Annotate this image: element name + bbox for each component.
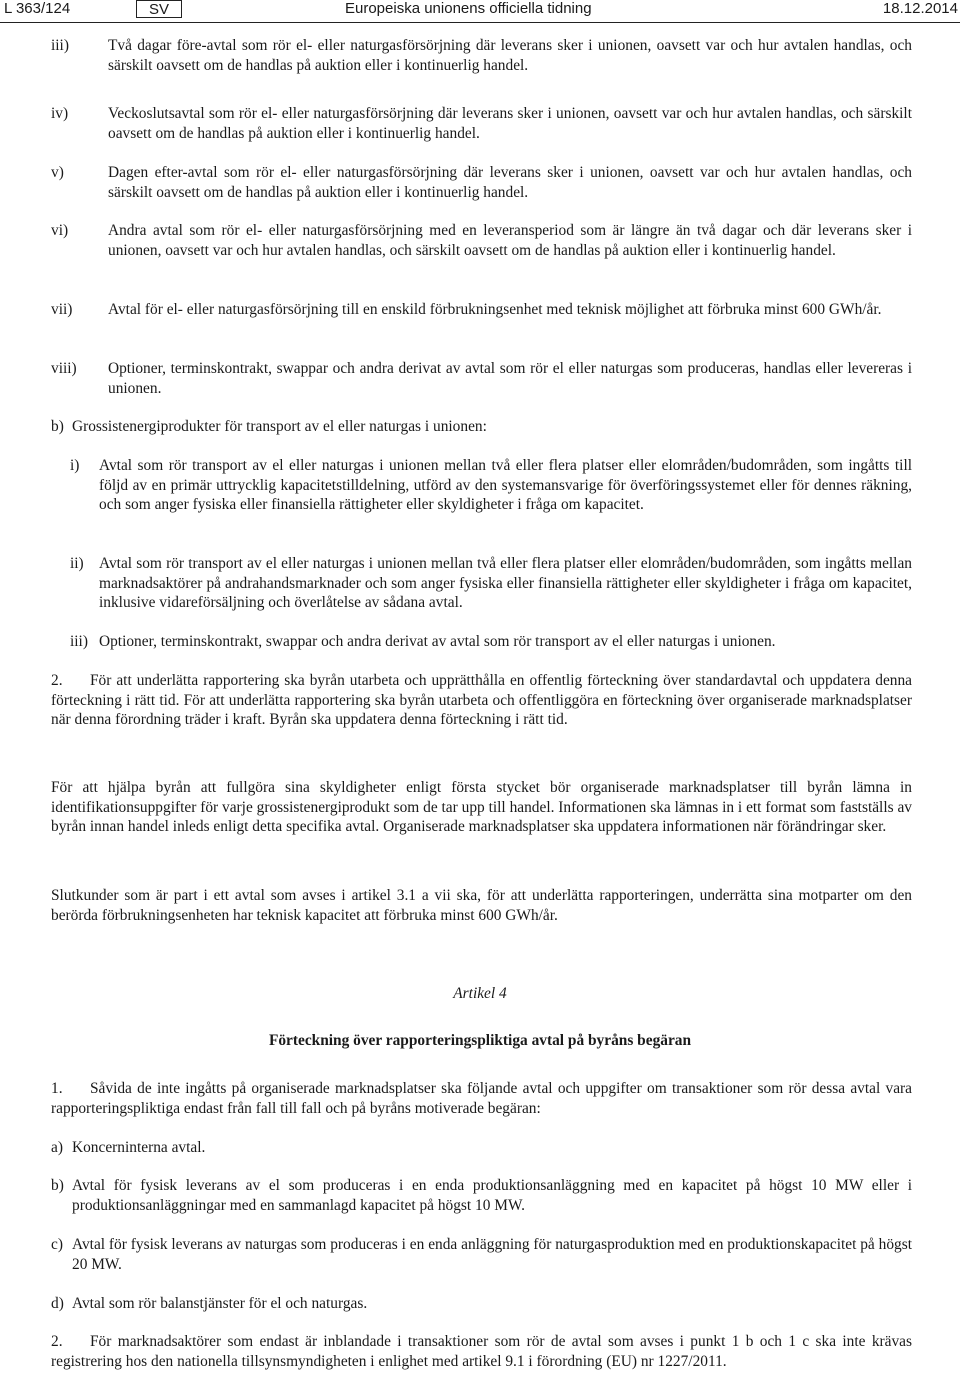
item-number: vi) — [51, 222, 69, 239]
item-text: Avtal som rör transport av el eller naturgas i unionen mellan två eller flera platser eller elområden/budområden, som ingåtts till följd av en primär uttrycklig kapacitetstilldelning, utförd av den systemansvarige för överföringssystemet eller för dennes räkning, och som anger fysiska eller finansiella rättigheter eller skyldigheter i fråga om kapacitet. — [99, 457, 912, 513]
paragraph-text: För att underlätta rapportering ska byrån utarbeta och upprätthålla en offentlig förteckning över standardavtal och uppdatera denna förteckning i rätt tid. För att underlätta rapportering ska byrån utarbeta och offentliggöra en förteckning över organiserade marknadsplatser när denna förordning träder i kraft. Byrån ska uppdatera denna förteckning i rätt tid. — [51, 672, 912, 728]
journal-title: Europeiska unionens officiella tidning — [345, 0, 592, 17]
paragraph — [51, 886, 912, 925]
item-text: Veckoslutsavtal som rör el- eller naturgasförsörjning där leverans sker i unionen, oavsett var och hur avtalen handlas, och särskilt oavsett om de handlas på auktion eller i kontinuerlig handel. — [108, 105, 912, 142]
paragraph-text: För marknadsaktörer som endast är inblandade i transaktioner som rör de avtal som avses i punkt 1 b och 1 c ska inte krävas registrering hos den nationella tillsynsmyndigheten i enlighet med artikel 9.1 i förordning (EU) nr 1227/2011. — [51, 1333, 912, 1370]
list-item — [51, 104, 912, 143]
item-number: vii) — [51, 301, 73, 318]
publication-date: 18.12.2014 — [882, 0, 958, 17]
list-item — [51, 359, 912, 398]
item-text: Dagen efter-avtal som rör el- eller naturgasförsörjning där leverans sker i unionen, oavsett var och hur avtalen handlas, och särskilt oavsett om de handlas på auktion eller i kontinuerlig handel. — [108, 164, 912, 201]
item-text: Andra avtal som rör el- eller naturgasförsörjning med en leveransperiod som är längre än två dagar och där leverans sker i unionen, oavsett var och hur avtalen handlas, och särskilt oavsett om de handlas på auktion eller i kontinuerlig handel. — [108, 222, 912, 259]
paragraph-text: För att hjälpa byrån att fullgöra sina skyldigheter enligt första stycket bör organiserade marknadsplatser till byrån lämna in identifikationsuppgifter för varje grossistenergiprodukt som de tar upp till handel. Informationen ska lämnas in i ett format som fastställs av byrån innan handel inleds enligt detta specifika avtal. Organiserade marknadsplatser ska uppdatera informationen när förändringar sker. — [51, 779, 912, 835]
item-number: v) — [51, 164, 64, 181]
list-item — [51, 632, 912, 652]
list-item — [51, 456, 912, 515]
item-text: Två dagar före-avtal som rör el- eller naturgasförsörjning där leverans sker i unionen, oavsett var och hur avtalen handlas, och särskilt oavsett om de handlas på auktion eller i kontinuerlig handel. — [108, 37, 912, 74]
item-text: Koncerninterna avtal. — [72, 1139, 206, 1156]
paragraph — [51, 778, 912, 837]
item-number: d) — [51, 1295, 64, 1312]
list-item — [51, 1176, 912, 1215]
paragraph — [51, 1079, 912, 1118]
paragraph-number: 1. — [51, 1080, 63, 1097]
item-number: a) — [51, 1139, 63, 1156]
language-box: SV — [136, 0, 182, 18]
item-number: ii) — [70, 555, 84, 572]
item-number: viii) — [51, 360, 77, 377]
item-text: Avtal för fysisk leverans av el som produceras i en enda produktionsanläggning med en kapacitet på högst 10 MW eller i produktionsanläggningar med en sammanlagd kapacitet på högst 10 MW. — [72, 1177, 912, 1214]
item-text: Avtal som rör balanstjänster för el och naturgas. — [72, 1295, 368, 1312]
article-number: Artikel 4 — [453, 985, 507, 1002]
item-number: iii) — [51, 37, 69, 54]
item-number: b) — [51, 418, 64, 435]
item-text: Avtal som rör transport av el eller naturgas i unionen mellan två eller flera platser eller elområden/budområden, som ingåtts mellan marknadsaktörer på andrahandsmarknader och som anger fysiska eller finansiella rättigheter eller skyldigheter i fråga om kapacitet, inklusive vidareförsäljning och överlåtelse av sådana avtal. — [99, 555, 912, 611]
item-text: Grossistenergiprodukter för transport av el eller naturgas i unionen: — [72, 418, 487, 435]
article-title: Förteckning över rapporteringspliktiga avtal på byråns begäran — [268, 1032, 692, 1049]
item-number: b) — [51, 1177, 64, 1194]
list-item — [51, 417, 912, 437]
list-item — [51, 300, 912, 320]
item-number: i) — [70, 457, 80, 474]
list-item — [51, 1138, 912, 1158]
page-reference: L 363/124 — [4, 0, 71, 17]
paragraph-number: 2. — [51, 672, 63, 689]
page-header — [0, 0, 960, 23]
paragraph-text: Såvida de inte ingåtts på organiserade marknadsplatser ska följande avtal och uppgifter om transaktioner som rör dessa avtal vara rapporteringspliktiga endast från fall till fall och på byråns motiverade begäran: — [51, 1080, 912, 1117]
paragraph-number: 2. — [51, 1333, 63, 1350]
list-item — [51, 163, 912, 202]
item-number: iv) — [51, 105, 69, 122]
paragraph-text: Slutkunder som är part i ett avtal som avses i artikel 3.1 a vii ska, för att underlätta rapporteringen, underrätta sina motparter om den berörda förbrukningsenheten har teknisk kapacitet att förbruka minst 600 GWh/år. — [51, 887, 912, 924]
list-item — [51, 554, 912, 613]
list-item — [51, 1235, 912, 1274]
item-text: Avtal för el- eller naturgasförsörjning till en enskild förbrukningsenhet med teknisk möjlighet att förbruka minst 600 GWh/år. — [108, 301, 882, 318]
list-item — [51, 1294, 912, 1314]
item-text: Avtal för fysisk leverans av naturgas som produceras i en enda anläggning för naturgasproduktion med en produktionskapacitet på högst 20 MW. — [72, 1236, 912, 1273]
item-text: Optioner, terminskontrakt, swappar och andra derivat av avtal som rör transport av el eller naturgas i unionen. — [99, 633, 776, 650]
paragraph — [51, 1332, 912, 1371]
list-item — [51, 221, 912, 260]
item-number: iii) — [70, 633, 88, 650]
item-text: Optioner, terminskontrakt, swappar och andra derivat av avtal som rör el eller naturgas som produceras, handlas eller levereras i unionen. — [108, 360, 912, 397]
list-item — [51, 36, 912, 75]
paragraph — [51, 671, 912, 730]
item-number: c) — [51, 1236, 63, 1253]
